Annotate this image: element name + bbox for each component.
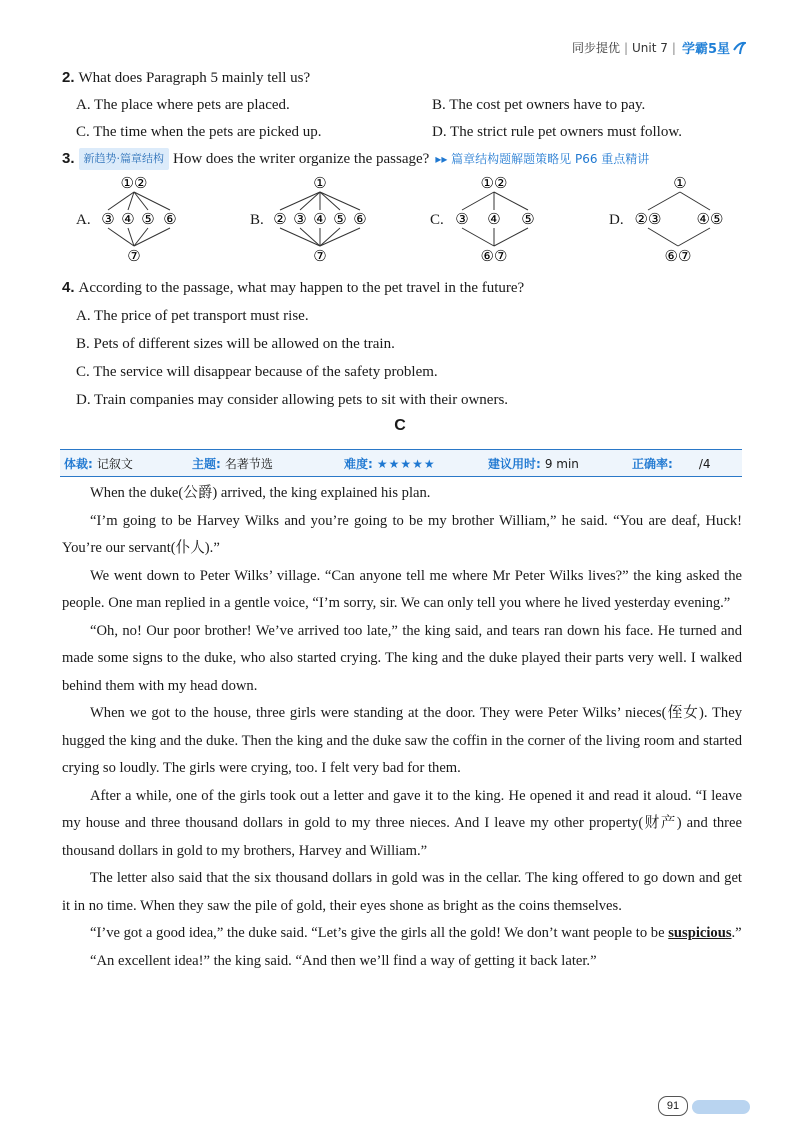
unit-label: Unit 7: [632, 40, 668, 55]
q2-option-a[interactable]: A. The place where pets are placed.: [76, 97, 290, 113]
diagram-node: ④: [487, 212, 501, 228]
q4-option-c[interactable]: C. The service will disappear because of the safety problem.: [76, 364, 438, 380]
q4-option-a[interactable]: A. The price of pet transport must rise.: [76, 308, 309, 324]
paragraph: “I’ve got a good idea,” the duke said. “Let’s give the girls all the gold! We don’t want people to be suspicious.”: [90, 925, 742, 941]
paragraph: “Oh, no! Our poor brother! We’ve arrived too late,” the king said, and tears ran down his face. He turned and made some signs to the duke, who also started crying. The king and the duke played their parts very well. I walked behind them with my head down.: [62, 622, 742, 694]
diagram-bottom-node: ⑥⑦: [664, 249, 692, 265]
question-number: 4.: [62, 279, 75, 296]
paragraph: When we got to the house, three girls were standing at the door. They were Peter Wilks’ nieces(侄女). They hugged the king and the duke. Then the king and the duke saw the coffin in the corner of the living room and started crying so loudly. The girls were crying, too. I felt very bad for them.: [62, 705, 742, 776]
q4-option-d[interactable]: D. Train companies may consider allowing pets to sit with their owners.: [76, 392, 509, 408]
diagram-node: ⑥: [353, 212, 367, 228]
question-2: [62, 68, 310, 88]
diagram-bottom-node: ⑥⑦: [480, 249, 508, 265]
diagram-bottom-node: ⑦: [127, 249, 141, 265]
diagram-top-node: ①②: [480, 176, 508, 192]
structure-diagram-c: [450, 172, 600, 267]
structure-diagram-d: [628, 172, 778, 267]
diagram-node: ③: [455, 212, 469, 228]
diagram-node: ④⑤: [696, 212, 724, 228]
paragraph: “I’m going to be Harvey Wilks and you’re going to be my brother William,” he said. “You are deaf, Huck! You’re our servant(仆人).”: [62, 512, 742, 556]
structure-diagram-a: [94, 172, 244, 267]
structure-diagram-b: [268, 172, 418, 267]
diagram-node: ⑤: [141, 212, 155, 228]
diagram-node: ②③: [634, 212, 662, 228]
question-tag: 新趋势·篇章结构: [79, 148, 170, 170]
paragraph: After a while, one of the girls took out a letter and gave it to the king. He opened it and read it aloud. “I leave my house and three thousand dollars in gold to my three nieces. And I leave my other property(财产) and three thousand dollars in gold to my brothers, Harvey and William.”: [62, 787, 742, 859]
question-stem: What does Paragraph 5 mainly tell us?: [78, 70, 311, 86]
brand-name: 学霸5星: [681, 42, 730, 57]
strategy-hint: ▸▸ 篇章结构题解题策略见 P66 重点精讲: [435, 152, 650, 166]
q3-option-c-label[interactable]: C.: [430, 212, 444, 228]
diagram-node: ③: [293, 212, 307, 228]
paragraph: When the duke(公爵) arrived, the king explained his plan.: [90, 485, 431, 501]
diagram-top-node: ①: [673, 176, 687, 192]
difficulty-info: 难度: ★★★★★: [344, 456, 436, 471]
diagram-node: ⑥: [163, 212, 177, 228]
accuracy-info: 正确率: /4: [632, 456, 711, 471]
paragraph: The letter also said that the six thousand dollars in gold was in the cellar. The king offered to go down and get it in no time. When they saw the pile of gold, their eyes shone as bright as the coins themselves.: [62, 870, 742, 914]
question-number: 2.: [62, 69, 75, 86]
diagram-node: ⑤: [521, 212, 535, 228]
q2-option-b[interactable]: B. The cost pet owners have to pay.: [432, 97, 646, 113]
paragraph: “An excellent idea!” the king said. “And then we’ll find a way of getting it back later.”: [90, 952, 597, 969]
theme-info: 主题: 名著节选: [192, 456, 273, 471]
header-divider: |: [623, 40, 629, 55]
diagram-top-node: ①②: [120, 176, 148, 192]
passage-body: [62, 480, 742, 975]
page-tab-decoration: [692, 1100, 750, 1114]
diagram-node: ⑤: [333, 212, 347, 228]
diagram-node: ③: [101, 212, 115, 228]
q3-option-a-label[interactable]: A.: [76, 212, 91, 228]
question-4: [62, 278, 524, 298]
genre-info: 体裁: 记叙文: [64, 456, 133, 471]
series-name: 同步提优: [571, 41, 620, 55]
brand-star-icon: [732, 41, 746, 55]
page-header: [572, 38, 746, 57]
q2-option-d[interactable]: D. The strict rule pet owners must follow.: [432, 124, 682, 140]
difficulty-stars: ★★★★★: [376, 456, 436, 471]
paragraph: We went down to Peter Wilks’ village. “Can anyone tell me where Mr Peter Wilks lives?” the king asked the people. One man replied in a gentle voice, “I’m sorry, sir. We can only tell you where he lived yesterday evening.”: [62, 567, 742, 611]
page-number: 91: [658, 1096, 688, 1116]
diagram-lines: [108, 192, 170, 246]
time-info: 建议用时: 9 min: [488, 456, 579, 471]
diagram-top-node: ①: [313, 176, 327, 192]
diagram-node: ④: [121, 212, 135, 228]
section-title: C: [394, 417, 406, 434]
question-stem: How does the writer organize the passage?: [173, 151, 430, 167]
vocabulary-word[interactable]: suspicious: [668, 925, 732, 941]
q3-option-d-label[interactable]: D.: [609, 212, 624, 228]
diagram-bottom-node: ⑦: [313, 249, 327, 265]
diagram-node: ②: [273, 212, 287, 228]
passage-info-bar: [60, 449, 742, 477]
q3-option-b-label[interactable]: B.: [250, 212, 264, 228]
q2-option-c[interactable]: C. The time when the pets are picked up.: [76, 124, 322, 140]
question-stem: According to the passage, what may happen to the pet travel in the future?: [78, 280, 525, 296]
q4-option-b[interactable]: B. Pets of different sizes will be allowed on the train.: [76, 336, 395, 352]
question-number: 3.: [62, 150, 75, 167]
accuracy-blank[interactable]: /4: [698, 456, 711, 471]
header-divider-2: |: [671, 40, 676, 55]
diagram-node: ④: [313, 212, 327, 228]
question-3: [62, 149, 649, 171]
